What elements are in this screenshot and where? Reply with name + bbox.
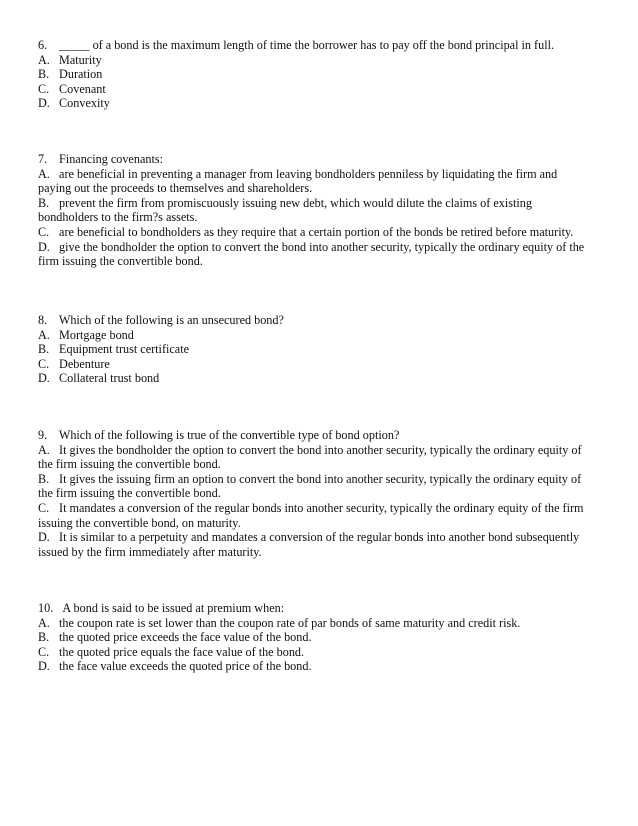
option-text: Duration: [59, 67, 103, 82]
question-text: Which of the following is an unsecured bond?: [58, 313, 284, 327]
question-stem: [38, 313, 602, 328]
answer-option: [38, 240, 602, 255]
answer-option: [38, 530, 602, 545]
answer-option: [38, 501, 602, 516]
option-letter: A.: [38, 166, 50, 181]
option-text: the coupon rate is set lower than the coupon rate of par bonds of same maturity and credit risk.: [59, 615, 521, 630]
option-text: the face value exceeds the quoted price of the bond.: [59, 659, 312, 674]
option-letter: C.: [38, 644, 50, 659]
question-text: Which of the following is true of the convertible type of bond option?: [58, 428, 400, 442]
answer-option-continuation: the firm issuing the convertible bond.: [38, 486, 221, 501]
answer-option: [38, 630, 602, 645]
answer-option: [38, 472, 602, 487]
option-text: Maturity: [59, 52, 102, 67]
option-letter: A.: [38, 327, 50, 342]
question-9: [38, 428, 602, 559]
option-letter: B.: [38, 471, 50, 486]
option-letter: A.: [38, 442, 50, 457]
answer-option-continuation: firm issuing the convertible bond.: [38, 254, 203, 269]
question-7: [38, 152, 602, 269]
question-stem: [38, 428, 602, 443]
answer-option-continuation: issued by the firm immediately after maturity.: [38, 544, 262, 559]
option-text: It is similar to a perpetuity and mandates a conversion of the regular bonds into another bond subsequently: [59, 530, 580, 545]
answer-option: [38, 328, 602, 343]
option-text: prevent the firm from promiscuously issuing new debt, which would dilute the claims of existing: [59, 195, 532, 210]
question-10: [38, 601, 602, 674]
answer-option: [38, 645, 602, 660]
question-number: 10.: [38, 601, 54, 615]
question-text: Financing covenants:: [59, 152, 163, 166]
option-letter: D.: [38, 239, 50, 254]
option-text: Debenture: [59, 356, 110, 371]
option-text: are beneficial to bondholders as they require that a certain portion of the bonds be retired before maturity.: [59, 224, 574, 239]
option-text: Convexity: [59, 96, 110, 111]
option-letter: C.: [38, 81, 50, 96]
option-text: It mandates a conversion of the regular bonds into another security, typically the ordinary equity of the firm: [59, 500, 584, 515]
answer-option: [38, 443, 602, 458]
option-text: the quoted price exceeds the face value of the bond.: [59, 630, 312, 645]
option-letter: A.: [38, 52, 50, 67]
answer-option: [38, 167, 602, 182]
option-letter: C.: [38, 224, 50, 239]
answer-option-continuation: issuing the convertible bond, on maturity.: [38, 515, 241, 530]
answer-option: [38, 53, 602, 68]
option-letter: D.: [38, 96, 50, 111]
option-text: the quoted price equals the face value of the bond.: [59, 644, 305, 659]
question-stem: [38, 152, 602, 167]
option-text: It gives the issuing firm an option to convert the bond into another security, typically the ordinary equity of: [59, 471, 582, 486]
question-6: [38, 38, 602, 111]
option-text: Mortgage bond: [59, 327, 134, 342]
option-letter: C.: [38, 500, 50, 515]
answer-option: [38, 616, 602, 631]
answer-option: [38, 196, 602, 211]
question-number: 6.: [38, 38, 48, 52]
option-letter: C.: [38, 356, 50, 371]
option-letter: B.: [38, 630, 50, 645]
question-8: [38, 313, 602, 386]
answer-option: [38, 67, 602, 82]
question-number: 9.: [38, 428, 48, 442]
option-text: give the bondholder the option to convert the bond into another security, typically the ordinary equity of the: [59, 239, 585, 254]
answer-option: [38, 659, 602, 674]
option-text: are beneficial in preventing a manager from leaving bondholders penniless by liquidating the firm and: [59, 166, 558, 181]
answer-option-continuation: bondholders to the firm?s assets.: [38, 210, 198, 225]
option-letter: D.: [38, 371, 50, 386]
option-letter: B.: [38, 342, 50, 357]
option-text: Covenant: [59, 81, 106, 96]
answer-option: [38, 82, 602, 97]
option-letter: D.: [38, 659, 50, 674]
answer-option: [38, 342, 602, 357]
question-number: 8.: [38, 313, 48, 327]
question-stem: [38, 601, 602, 616]
question-number: 7.: [38, 152, 48, 166]
question-text: A bond is said to be issued at premium when:: [62, 601, 285, 615]
answer-option: [38, 357, 602, 372]
question-text: _____ of a bond is the maximum length of time the borrower has to pay off the bond principal in full.: [59, 38, 555, 52]
answer-option: [38, 371, 602, 386]
question-stem: [38, 38, 602, 53]
answer-option-continuation: paying out the proceeds to themselves and shareholders.: [38, 181, 313, 196]
option-letter: B.: [38, 195, 50, 210]
option-text: It gives the bondholder the option to convert the bond into another security, typically the ordinary equity of: [59, 442, 582, 457]
option-text: Equipment trust certificate: [59, 342, 189, 357]
answer-option: [38, 225, 602, 240]
option-letter: A.: [38, 615, 50, 630]
option-text: Collateral trust bond: [59, 371, 160, 386]
answer-option: [38, 96, 602, 111]
option-letter: B.: [38, 67, 50, 82]
option-letter: D.: [38, 530, 50, 545]
answer-option-continuation: the firm issuing the convertible bond.: [38, 457, 221, 472]
